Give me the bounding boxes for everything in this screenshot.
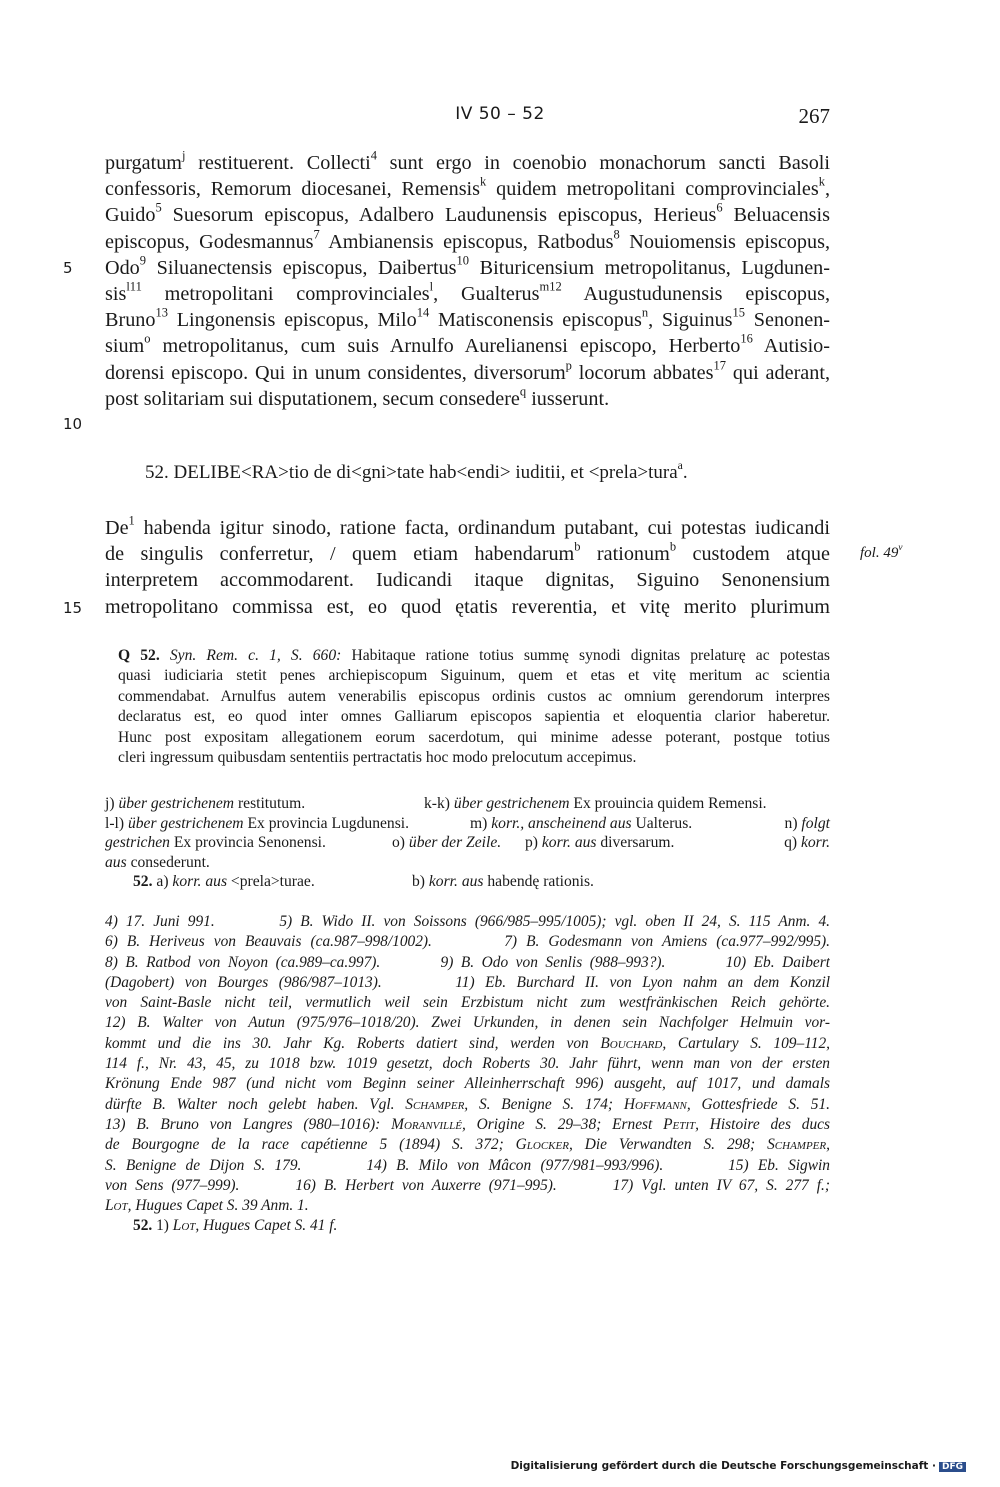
source-parallel-block: Q 52. Syn. Rem. c. 1, S. 660: Habitaque ratione totius summę synodi dignitas prelaturę ac potestas quasi iudiciaria stetit penes archiepiscopum Siguinum, quem et etas et vitę meritum ac scientia commendabat. Arnulfus autem venerabilis episcopus ordinis custos ac omnium gerendorum interpres declaratus est, eo quod inter omnes Galliarum episcopos sapientia et eloquentia clarior haberetur. Hunc post expositam allegationem eorum sacerdotum, qui minime adesse poterant, postque totius cleri ingressum quibusdam sententiis pertractatis hoc modo prelocutum accepimus. <box>118 647 830 766</box>
main-text-block-1: purgatum$^j$ restituerent. Collecti$^4$ sunt ergo in coenobio monachorum sancti Basoli confessoris, Remorum diocesanei, Remensis$^k$ quidem metropolitani comprovinciales$^k$, Guido$^5$ Suesorum episcopus, Adalbero Laudunensis episcopus, Herieus$^6$ Beluacensis episcopus, Godesmannus$^7$ Ambianensis episcopus, Ratbodus$^8$ Nouiomensis episcopus, Odo$^9$ Siluanectensis episcopus, Daibertus$^{10}$ Bituricensium metropolitanus, Lugdunen- sis$^{l11}$ metropolitani comprovinciales$^l$, Gualterus$^{m12}$ Augustudunensis episcopus, Bruno$^{13}$ Lingonensis episcopus, Milo$^{14}$ Matisconensis episcopus$^n$, Siguinus$^{15}$ Senonen- sium$^o$ metropolitanus, cum suis Arnulfo Aurelianensi episcopo, Herberto$^{16}$ Autisio- dorensi episcopo. Qui in unum considentes, diversorum$^p$ locorum abbates$^{17}$ qui aderant, post solitariam sui disputationem, secum consedere$^q$ iusserunt. <box>105 150 830 410</box>
line-number: 5 <box>63 259 73 277</box>
page-number: 267 <box>798 104 830 128</box>
digitization-credit: Digitalisierung gefördert durch die Deutsche Forschungsgemeinschaft · DFG <box>511 1460 966 1472</box>
dfg-logo: DFG <box>939 1462 966 1472</box>
line-number: 10 <box>63 415 83 433</box>
line-number: 15 <box>63 599 83 617</box>
main-text-block-2: De$^1$ habenda igitur sinodo, ratione facta, ordinandum putabant, cui potestas iudicandi de singulis conferretur, / quem etiam habendarum$^b$ rationum$^b$ custodem atque interpretem accommodarent. Iudicandi itaque dignitas, Siguino Senonensium metropolitano commissa est, eo quod ętatis reverentia, et vitę merito plurimum <box>105 515 830 618</box>
historical-footnotes: 4) 17. Juni 991. 5) B. Wido II. von Soissons (966/985–995/1005); vgl. oben II 24, S. 115 Anm. 4. 6) B. Heriveus von Beauvais (ca.987–998/1002). 7) B. Godesmann von Amiens (ca.977–992/995). 8) B. Ratbod von Noyon (ca.989–ca.997). 9) B. Odo von Senlis (988–993?). 10) Eb. Daibert (Dagobert) von Bourges (986/987–1013). 11) Eb. Burchard II. von Lyon nahm an dem Konzil von Saint-Basle nicht teil, vermutlich weil sein Erzbistum nicht zum westfränkischen Reich gehörte. 12) B. Walter von Autun (975/976–1018/20). Zwei Urkunden, in denen sein Nachfolger Helmuin vor- kommt und die ins 30. Jahr Kg. Roberts datiert sind, werden von Bouchard, Cartulary S. 109–112, 114 f., Nr. 43, 45, zu 1018 bzw. 1019 gesetzt, doch Roberts 30. Jahr führt, wenn man von der ersten Krönung Ende 987 (und nicht vom Beginn seiner Alleinherrschaft 996) ausgeht, auf 1017, und damals dürfte B. Walter noch gelebt haben. Vgl. Schamper, S. Benigne S. 174; Hoffmann, Gottesfriede S. 51. 13) B. Bruno von Langres (980–1016): Moranvillé, Origine S. 29–38; Ernest Petit, Histoire des ducs de Bourgogne de la race capétienne 5 (1894) S. 372; Glocker, Die Verwandten S. 298; Schamper, S. Benigne de Dijon S. 179. 14) B. Milo von Mâcon (977/981–993/996). 15) Eb. Sigwin von Sens (977–999). 16) B. Herbert von Auxerre (971–995). 17) Vgl. unten IV 67, S. 277 f.; Lot, Hugues Capet S. 39 Anm. 1. 52. 1) Lot, Hugues Capet S. 41 f. <box>105 913 830 1235</box>
critical-apparatus: j) über gestrichenem restitutum. k-k) über gestrichenem Ex prouincia quidem Remensi. l-l) über gestrichenem Ex provincia Lugdunensi. m) korr., anscheinend aus Ualterus. n) folgt gestrichen Ex provincia Senonensi. o) über der Zeile. p) korr. aus diversarum. q) korr. aus consederunt. 52. a) korr. aus <prela>turae. b) korr. aus habendę rationis. <box>105 795 830 891</box>
chapter-heading: 52. DELIBE<RA>tio de di<gni>tate hab<endi> iuditii, et <prela>tura$^a$. <box>145 459 688 483</box>
margin-folio-note: fol. 49$^v$ <box>860 543 903 561</box>
running-title: IV 50 – 52 <box>455 104 545 124</box>
